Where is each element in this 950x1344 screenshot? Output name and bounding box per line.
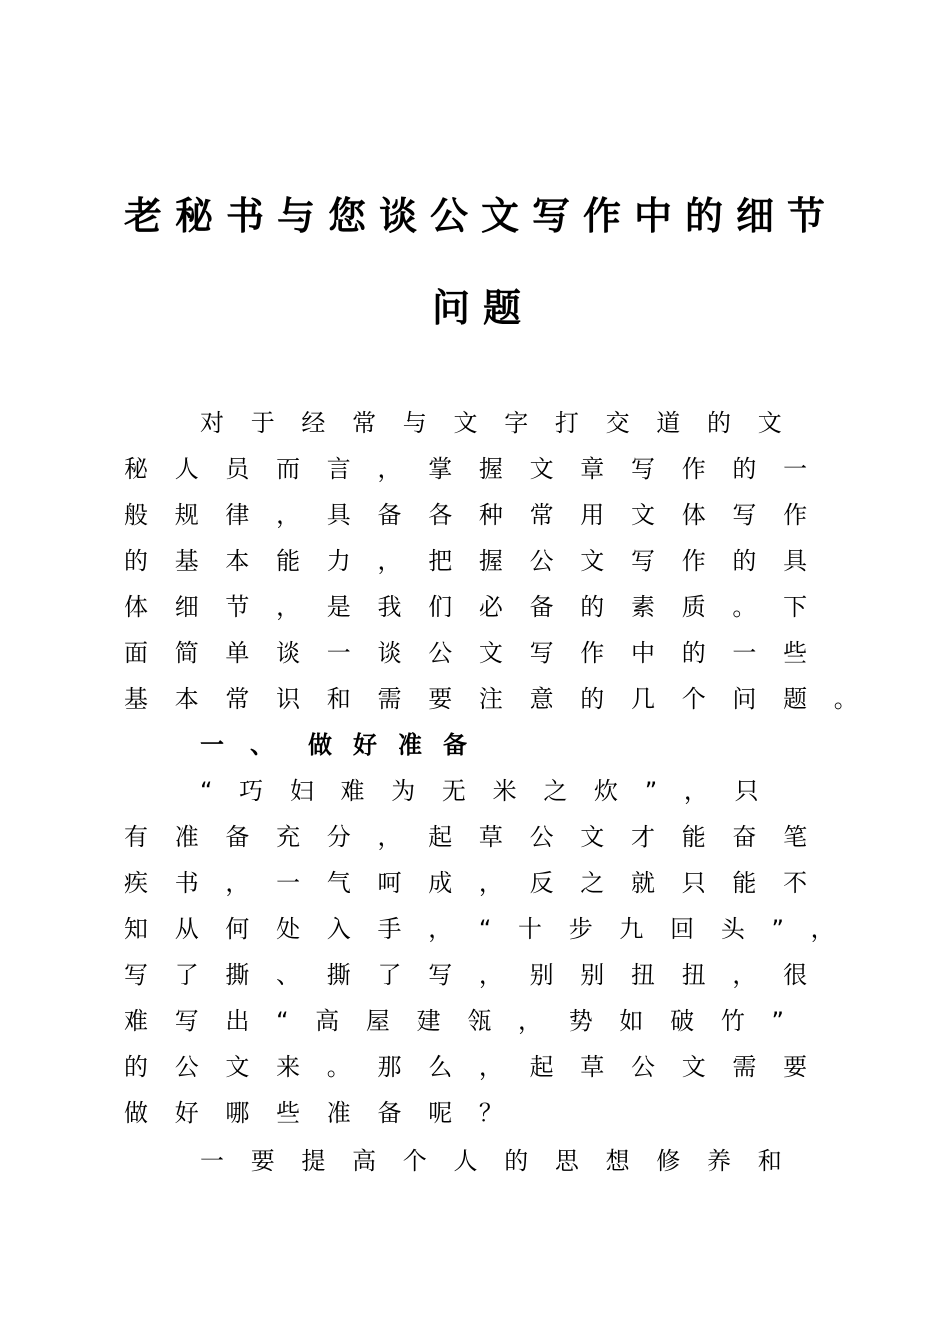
section-line-3: 疾书，一气呵成，反之就只能不 [124, 869, 834, 897]
intro-line-1: 对于经常与文字打交道的文 [200, 409, 809, 437]
section-line-1: “巧妇难为无米之炊”，只 [200, 777, 786, 805]
section-title: 做好准备 [308, 731, 488, 759]
intro-line-5: 体细节，是我们必备的素质。下 [124, 593, 834, 621]
section-line-5: 写了撕、撕了写，别别扭扭，很 [124, 961, 834, 989]
intro-line-7: 基本常识和需要注意的几个问题。 [124, 685, 885, 713]
paragraph-2-line-1: 一要提高个人的思想修养和 [200, 1147, 809, 1175]
document-title-line-1: 老秘书与您谈公文写作中的细节 [123, 194, 838, 238]
section-line-4: 知从何处入手，“十步九回头”， [124, 915, 862, 943]
section-line-8: 做好哪些准备呢？ [124, 1099, 530, 1127]
intro-line-4: 的基本能力，把握公文写作的具 [124, 547, 834, 575]
section-line-2: 有准备充分，起草公文才能奋笔 [124, 823, 834, 851]
section-number: 一、 [200, 731, 300, 759]
intro-line-2: 秘人员而言，掌握文章写作的一 [124, 455, 834, 483]
document-title-line-2: 问题 [431, 286, 534, 330]
section-line-7: 的公文来。那么，起草公文需要 [124, 1053, 834, 1081]
section-line-6: 难写出“高屋建瓴，势如破竹” [124, 1007, 811, 1035]
intro-line-6: 面简单谈一谈公文写作中的一些 [124, 639, 834, 667]
section-heading [200, 730, 488, 760]
intro-line-3: 般规律，具备各种常用文体写作 [124, 501, 834, 529]
